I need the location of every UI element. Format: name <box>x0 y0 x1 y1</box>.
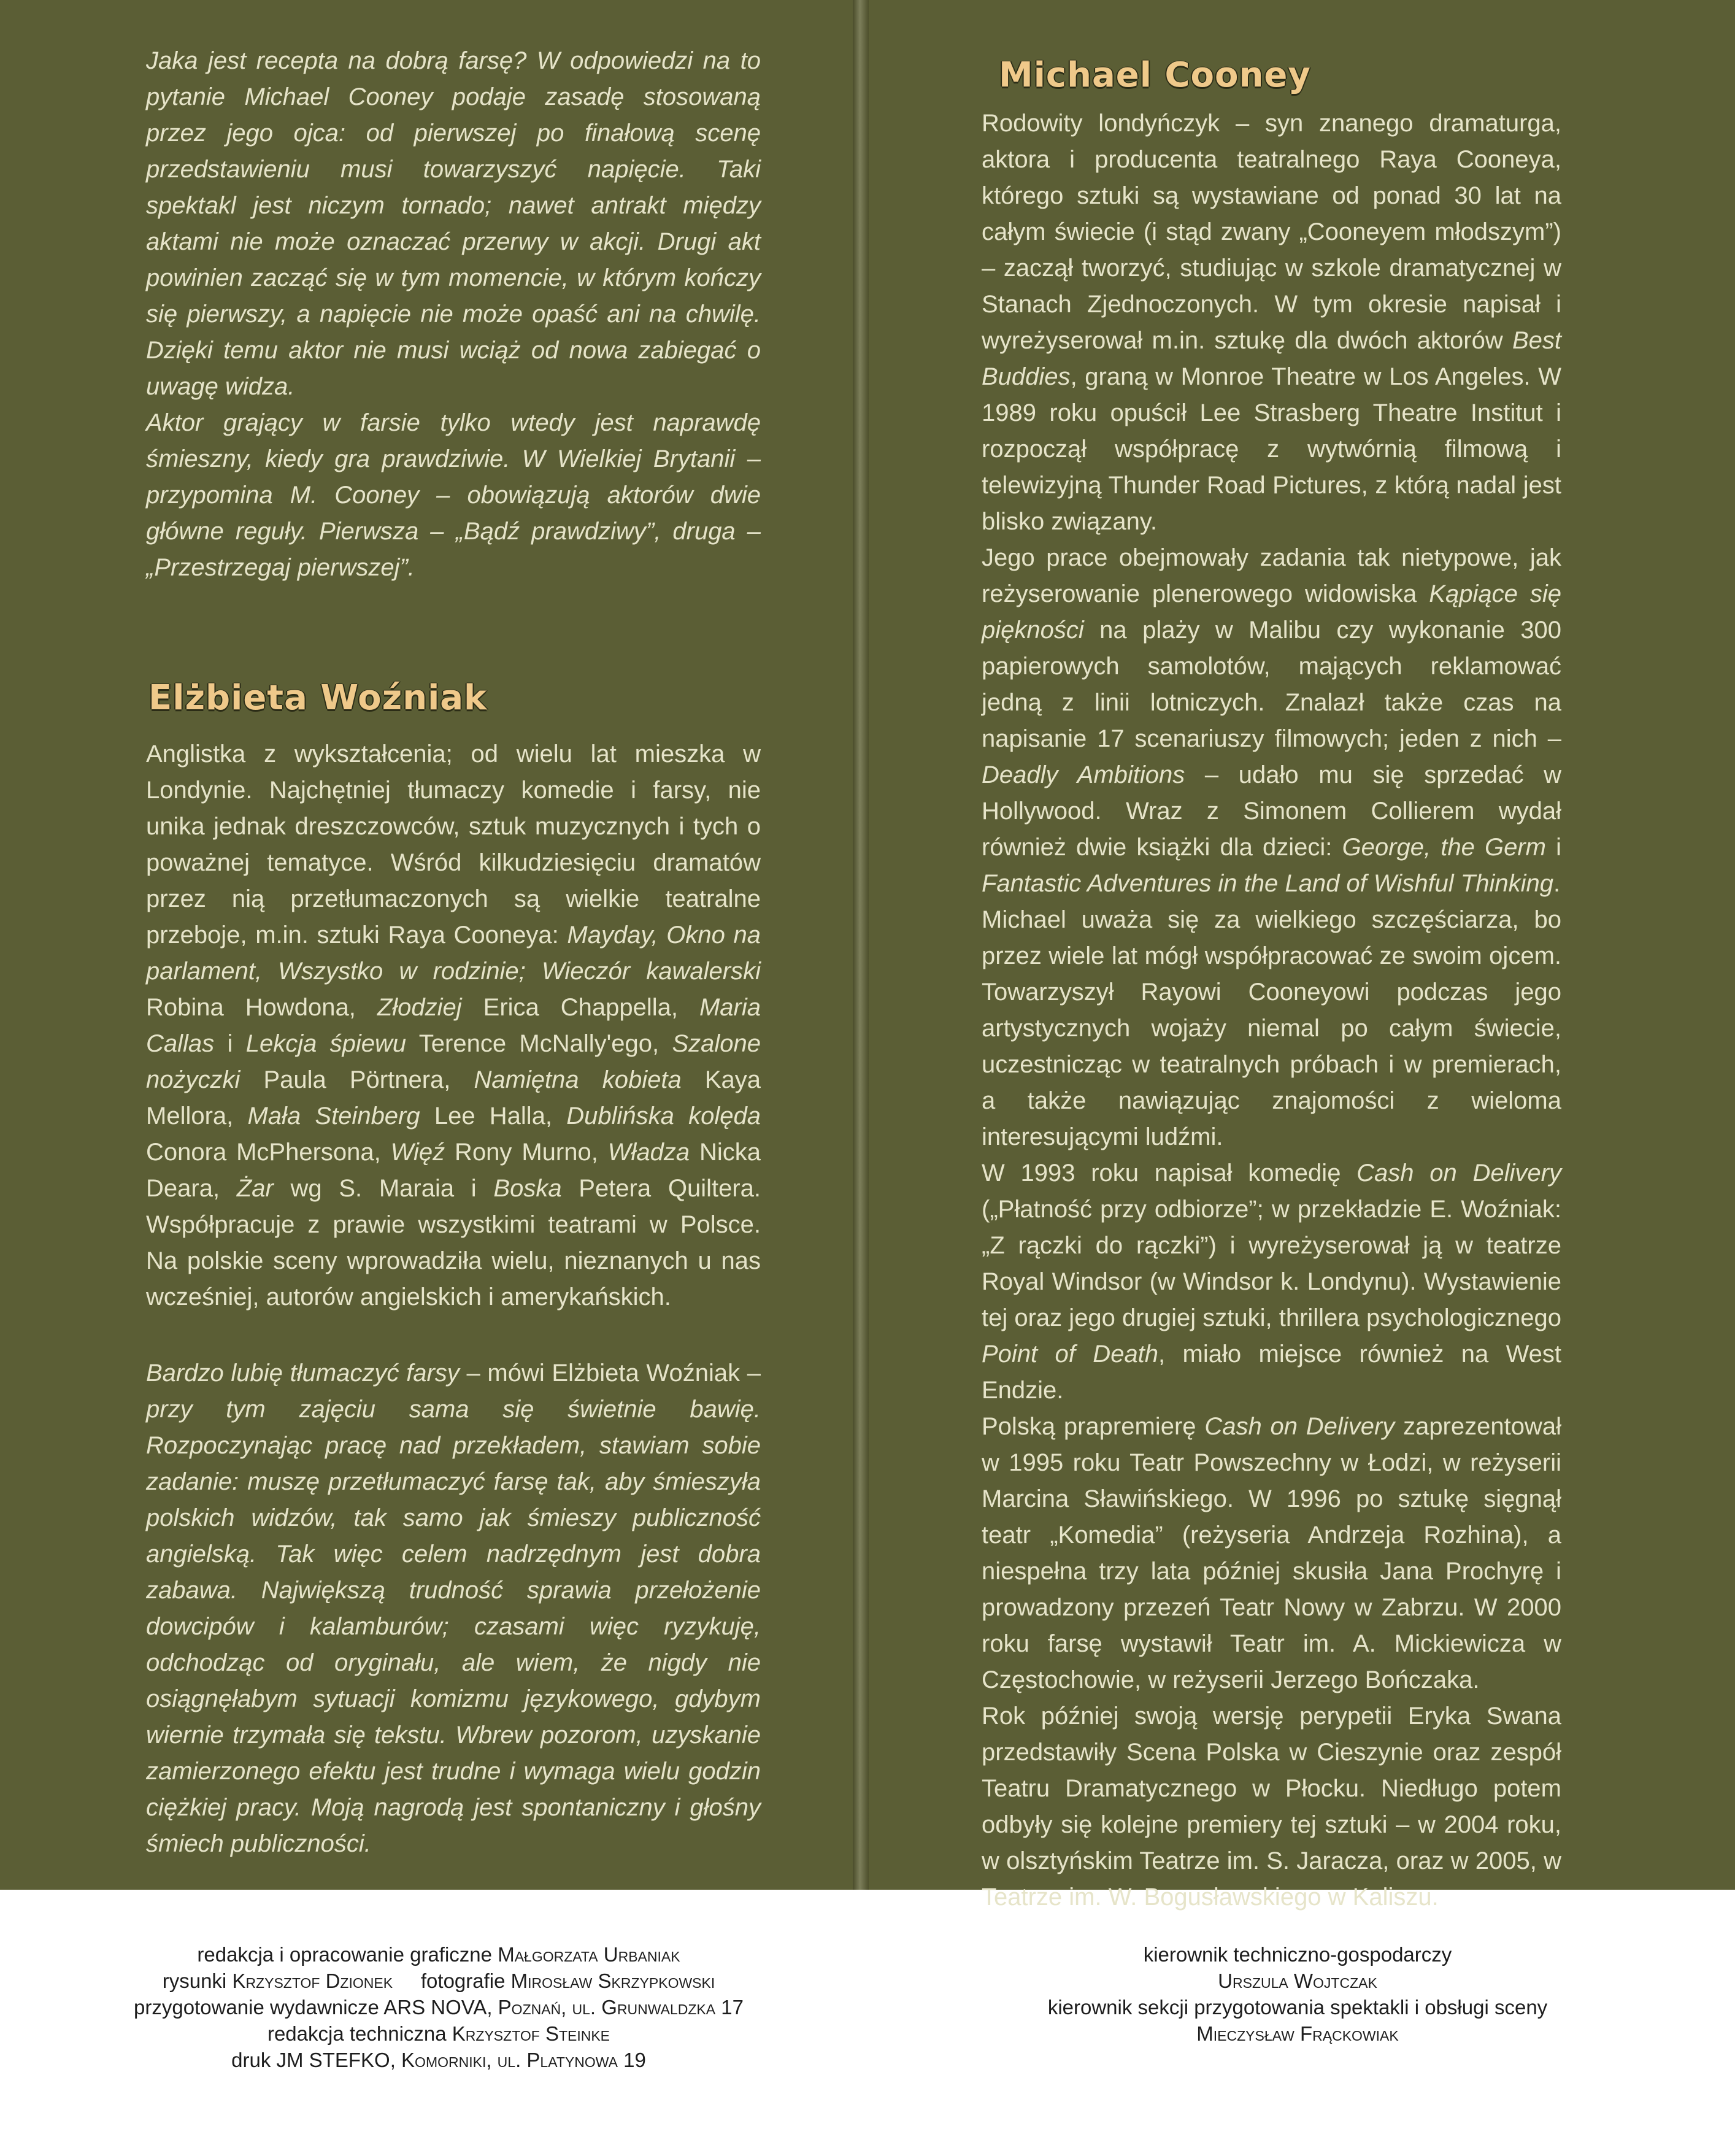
cooney-text: Rodowity londyńczyk – syn znanego dramaturga, aktora i producenta teatralnego Raya Cooneya, którego sztuki są wystawiane od ponad 30 lat na całym świecie (i stąd zwany „Cooneyem młodszym”) – zaczął tworzyć, studiując w szkole dramatycznej w Stanach Zjednoczonych. W tym okresie napisał i wyreżyserował m.in. sztukę dla dwóch aktorów <box>982 110 1561 354</box>
bio-text: Erica Chappella, <box>461 994 699 1021</box>
cooney-text: . <box>1553 870 1561 897</box>
credit-address: Poznań, ul. Grunwaldzka <box>498 1996 716 2019</box>
quote-attribution: – mówi Elżbieta Woźniak – <box>459 1360 761 1387</box>
bio-title: Maria Callas <box>146 994 761 1057</box>
cooney-title: Deadly Ambitions <box>982 761 1185 788</box>
cooney-text: W 1993 roku napisał komedię <box>982 1160 1357 1187</box>
quote-text: przy tym zajęciu sama się świetnie bawię. Rozpoczynając pracę nad przekładem, stawiam sobie zadanie: muszę przetłumaczyć farsę tak, aby śmieszyła polskich widzów, tak samo jak śmieszy publiczność angielską. Tak więc celem nadrzędnym jest dobra zabawa. Największą trudność sprawia przełożenie dowcipów i kalamburów; czasami więc ryzykuję, odchodząc od oryginału, ale wiem, że nigdy nie osiągnęłabym sytuacji komizmu językowego, gdybym wiernie trzymała się tekstu. Wbrew pozorom, uzyskanie zamierzonego efektu jest trudne i wymaga wielu godzin ciężkiej pracy. Moją nagrodą jest spontaniczny i głośny śmiech publiczności. <box>146 1396 761 1857</box>
bio-title: Władza <box>607 1139 690 1166</box>
credit-name: Krzysztof Steinke <box>452 2022 610 2045</box>
credit-label: rysunki <box>162 1969 227 1992</box>
credit-label: przygotowanie wydawnicze ARS NOVA, <box>134 1996 493 2019</box>
bio-title: Boska <box>493 1175 562 1202</box>
page-fold <box>853 0 869 1890</box>
bio-text: Nicka Deara, <box>146 1139 761 1202</box>
cooney-text: i <box>1545 834 1561 861</box>
bio-text: Anglistka z wykształcenia; od wielu lat mieszka w Londynie. Najchętniej tłumaczy komedie i farsy, nie unika jednak dreszczowców, sztuk muzycznych i tych o poważnej tematyce. Wśród kilkudziesięciu dramatów przez nią przetłumaczonych są wielkie teatralne przeboje, m.in. sztuki Raya Cooneya: <box>146 741 761 949</box>
cooney-paragraph-5 <box>982 1409 1561 1698</box>
bio-text: Kaya Mellora, <box>146 1066 761 1130</box>
cooney-text: , miało miejsce również na West Endzie. <box>982 1341 1561 1404</box>
cooney-title: Point of Death <box>982 1341 1159 1368</box>
bio-title: Mayday, Okno na parlament, Wszystko w rodzinie; Wieczór kawalerski <box>146 922 761 985</box>
credit-line-printing <box>86 2047 791 2073</box>
cooney-heading: Michael Cooney <box>999 55 1311 95</box>
cooney-paragraph-3: Michael uważa się za wielkiego szczęściarza, bo przez wiele lat mógł współpracować ze swoim ojcem. Towarzyszył Rayowi Cooneyowi podczas jego artystycznych wojaży niemal po całym świecie, uczestnicząc w teatralnych próbach i w premierach, a także nawiązując znajomości z wieloma interesującymi ludźmi. <box>982 906 1561 1150</box>
cooney-text: – udało mu się sprzedać w Hollywood. Wraz z Simonem Collierem wydał również dwie książki dla dzieci: <box>982 761 1562 861</box>
cooney-text: zaprezentował w 1995 roku Teatr Powszechny w Łodzi, w reżyserii Marcina Sławińskiego. W 1996 po sztukę sięgnął teatr „Komedia” (reżyseria Andrzeja Rozhina), a niespełna trzy lata później skusiła Jana Prochyrę i prowadzony przezeń Teatr Nowy w Zabrzu. W 2000 roku farsę wystawił Teatr im. A. Mickiewicza w Częstochowie, w reżyserii Jerzego Bończaka. <box>982 1413 1561 1693</box>
credit-label: redakcja techniczna <box>267 2022 447 2045</box>
credit-line-drawings-photos <box>86 1968 791 1994</box>
cooney-title: George, the Germ <box>1342 834 1546 861</box>
wozniak-heading: Elżbieta Woźniak <box>148 678 488 718</box>
bio-title: Więź <box>390 1139 445 1166</box>
bio-text: Conora McPhersona, <box>146 1139 391 1166</box>
credit-name: Urszula Wojtczak <box>1218 1969 1377 1992</box>
bio-title: Żar <box>236 1175 274 1202</box>
credit-name: Mieczysław Frąckowiak <box>1196 2022 1399 2045</box>
cooney-text: Polską prapremierę <box>982 1413 1205 1440</box>
credit-label: kierownik sekcji przygotowania spektakli i obsługi sceny <box>1047 1996 1548 2019</box>
cooney-title: Cash on Delivery <box>1356 1160 1561 1187</box>
bio-text: Robina Howdona, <box>146 994 377 1021</box>
cooney-text: Jego prace obejmowały zadania tak nietypowe, jak reżyserowanie plenerowego widowiska <box>982 544 1561 607</box>
bio-text: Paula Pörtnera, <box>240 1066 474 1093</box>
cooney-paragraph-6: Rok później swoją wersję perypetii Eryka Swana przedstawiły Scena Polska w Cieszynie oraz zespół Teatru Dramatycznego w Płocku. Niedługo potem odbyły się kolejne premiery tej sztuki – w 2004 roku, w olsztyńskim Teatrze im. S. Jaracza, oraz w 2005, w Teatrze im. W. Bogusławskiego w Kaliszu. <box>982 1703 1561 1911</box>
intro-paragraph-1: Jaka jest recepta na dobrą farsę? W odpowiedzi na to pytanie Michael Cooney podaje zasadę stosowaną przez jego ojca: od pierwszej po finałową scenę przedstawieniu musi towarzyszyć napięcie. Taki spektakl jest niczym tornado; nawet antrakt między aktami nie może oznaczać przerwy w akcji. Drugi akt powinien zacząć się w tym momencie, w którym kończy się pierwszy, a napięcie nie może opaść ani na chwilę. Dzięki temu aktor nie musi wciąż od nowa zabiegać o uwagę widza. <box>146 47 761 400</box>
bio-title: Lekcja śpiewu <box>245 1030 407 1057</box>
wozniak-quote <box>146 1355 761 1862</box>
credit-address-number: 19 <box>623 2049 646 2071</box>
credit-label: redakcja i opracowanie graficzne <box>197 1943 493 1966</box>
credit-address: Komorniki, ul. Platynowa <box>401 2049 618 2071</box>
credit-line-technical-editing <box>86 2020 791 2047</box>
bio-title: Namiętna kobieta <box>474 1066 682 1093</box>
cooney-title: Fantastic Adventures in the Land of Wishful Thinking <box>982 870 1553 897</box>
credit-label: druk JM STEFKO, <box>231 2049 396 2071</box>
cooney-paragraph-4 <box>982 1155 1561 1409</box>
cooney-farce-intro <box>146 43 761 586</box>
cooney-paragraph-2 <box>982 540 1561 902</box>
intro-paragraph-2: Aktor grający w farsie tylko wtedy jest naprawdę śmieszny, kiedy gra prawdziwie. W Wielkiej Brytanii – przypomina M. Cooney – obowiązują aktorów dwie główne reguły. Pierwsza – „Bądź prawdziwy”, druga – „Przestrzegaj pierwszej”. <box>146 409 761 581</box>
bio-text: Petera Quiltera. Współpracuje z prawie wszystkimi teatrami w Polsce. Na polskie sceny wprowadziła wielu, nieznanych u nas wcześniej, autorów angielskich i amerykańskich. <box>146 1175 761 1311</box>
bio-title: Dublińska kolęda <box>566 1103 761 1130</box>
credit-label: fotografie <box>420 1969 506 1992</box>
credit-name: Krzysztof Dzionek <box>232 1969 393 1992</box>
cooney-text: , graną w Monroe Theatre w Los Angeles. W 1989 roku opuścił Lee Strasberg Theatre Institut i rozpoczął współpracę z wytwórnią filmową i telewizyjną Thunder Road Pictures, z którą nadal jest blisko związany. <box>982 363 1561 535</box>
cooney-bio <box>982 106 1561 1915</box>
bio-title: Szalone nożyczki <box>146 1030 761 1093</box>
wozniak-bio-paragraph <box>146 736 761 1315</box>
wozniak-bio <box>146 736 761 1315</box>
credits-left <box>86 1941 791 2073</box>
bio-text: i <box>214 1030 246 1057</box>
bio-title: Złodziej <box>377 994 462 1021</box>
quote-text: Bardzo lubię tłumaczyć farsy <box>146 1360 460 1387</box>
credit-line-graphic-design <box>86 1941 791 1968</box>
credit-name: Małgorzata Urbaniak <box>498 1943 680 1966</box>
credit-line-publishing <box>86 1994 791 2020</box>
bio-text: Terence McNally'ego, <box>406 1030 672 1057</box>
credit-name: Mirosław Skrzypkowski <box>510 1969 715 1992</box>
credits-right <box>945 1941 1650 2047</box>
wozniak-quote-paragraph <box>146 1355 761 1862</box>
cooney-text: („Płatność przy odbiorze”; w przekładzie E. Woźniak: „Z rączki do rączki”) i wyreżyserował ją w teatrze Royal Windsor (w Windsor k. Londynu). Wystawienie tej oraz jego drugiej sztuki, thrillera psychologicznego <box>982 1196 1561 1331</box>
cooney-title: Cash on Delivery <box>1204 1413 1395 1440</box>
cooney-title: Kąpiące się piękności <box>982 580 1561 644</box>
credit-label: kierownik techniczno-gospodarczy <box>1143 1943 1452 1966</box>
cooney-paragraph-1 <box>982 106 1561 540</box>
bio-title: Mała Steinberg <box>247 1103 420 1130</box>
bio-text: wg S. Maraia i <box>273 1175 494 1202</box>
credit-address-number: 17 <box>721 1996 744 2019</box>
cooney-title: Best Buddies <box>982 327 1561 390</box>
bio-text: Lee Halla, <box>420 1103 567 1130</box>
bio-text: Rony Murno, <box>445 1139 608 1166</box>
cooney-text: na plaży w Malibu czy wykonanie 300 papierowych samolotów, mających reklamować jedną z linii lotniczych. Znalazł także czas na napisanie 17 scenariuszy filmowych; jeden z nich – <box>982 617 1561 752</box>
